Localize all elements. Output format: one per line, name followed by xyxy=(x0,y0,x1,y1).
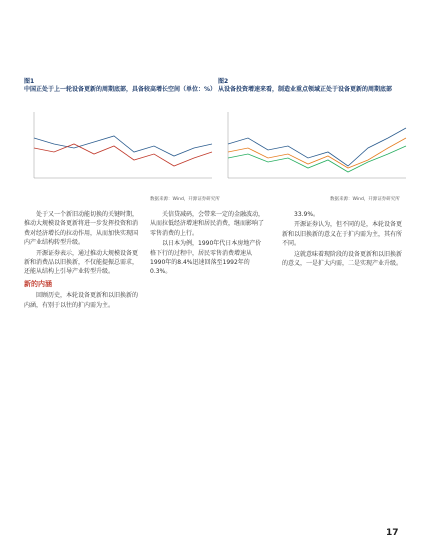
figure-right-caption: 从设备投资增速来看，制造业重点领域正处于设备更新的周期底部 xyxy=(218,86,393,93)
series-2-line xyxy=(34,144,212,166)
paragraph: 开源证券表示，通过推动大规模设备更新和消费品以旧换新，不仅能提振总需求，还能从结构上引导产业转型升级。 xyxy=(24,249,139,276)
paragraph: 33.9%。 xyxy=(294,211,320,218)
series-1-line xyxy=(34,136,212,156)
figure-right xyxy=(218,78,414,206)
series-3-line xyxy=(228,146,406,172)
paragraph: 关信贷减码，会带来一定的金融波动，从而拉低经济增速和居民消费，继而影响了零售消费的上行。 xyxy=(150,211,265,237)
figure-right-source: 数据来源：Wind，开源证券研究所 xyxy=(330,197,400,202)
text-column-3 xyxy=(282,210,402,269)
figure-right-plot xyxy=(218,108,410,186)
figure-left-plot xyxy=(24,108,216,186)
paragraph: 处于又一个新旧动能切换的关键时期，推动大规模设备更新将进一步发挥投资和消费对经济增长的拉动作用，从而加快实现国内产业结构转型升级。 xyxy=(24,211,139,247)
figure-left xyxy=(24,78,220,206)
paragraph: 回顾历史，本轮设备更新和以旧换新的内涵，有别于以往的扩内需为主。 xyxy=(24,292,139,309)
page-number: 17 xyxy=(386,528,399,538)
text-column-1 xyxy=(24,210,140,311)
paragraph: 这就意味着现阶段的设备更新和以旧换新的意义，一是扩大内需，二是实现产业升级。 xyxy=(282,250,403,268)
figure-left-caption: 中国正处于上一轮设备更新的周期底部，具备较高增长空间（单位：%） xyxy=(24,86,217,93)
paragraph: 以日本为例，1990年代日本房地产价格下行的过程中，居民零售消费增速从1990年的8.4%迅速回落至1992年的0.3%。 xyxy=(150,240,262,276)
text-column-2 xyxy=(150,210,266,278)
paragraph: 开源证券认为，但不同的是，本轮设备更新和以旧换新的意义在于扩内需为主，其有所不同。 xyxy=(282,221,403,248)
figure-left-label: 图1 xyxy=(24,78,35,85)
figure-right-label: 图2 xyxy=(218,78,229,85)
figure-left-source: 数据来源：Wind，开源证券研究所 xyxy=(150,197,220,202)
section-subhead: 新的内涵 xyxy=(24,279,52,288)
